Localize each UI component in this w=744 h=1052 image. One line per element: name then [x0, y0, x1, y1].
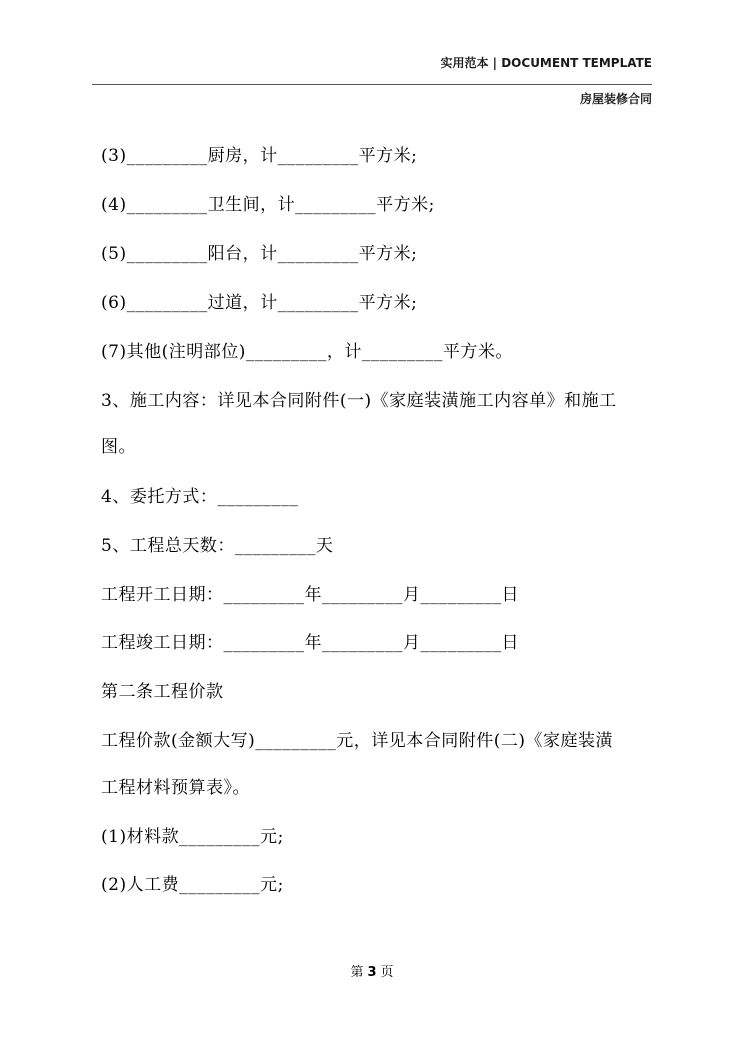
- page-number-suffix: 页: [380, 965, 394, 980]
- paragraph-line: (4)_________卫生间，计_________平方米;: [101, 195, 435, 215]
- paragraph-line: 工程材料预算表》。: [101, 778, 250, 798]
- paragraph-line: 4、委托方式：_________: [101, 487, 299, 507]
- paragraph-line: (3)_________厨房，计_________平方米;: [101, 146, 418, 166]
- paragraph-line: 3、施工内容：详见本合同附件(一)《家庭装潢施工内容单》和施工: [101, 391, 617, 411]
- header-divider: [92, 84, 652, 85]
- paragraph-line: (1)材料款_________元;: [101, 827, 284, 847]
- page-number-prefix: 第: [350, 965, 364, 980]
- paragraph-line: 工程开工日期：_________年_________月_________日: [101, 585, 519, 605]
- paragraph-line: (6)_________过道，计_________平方米;: [101, 293, 418, 313]
- paragraph-line: (7)其他(注明部位)_________，计_________平方米。: [101, 342, 513, 362]
- page-number-value: 3: [367, 965, 377, 980]
- paragraph-line: 工程价款(金额大写)_________元，详见本合同附件(二)《家庭装潢: [101, 731, 614, 751]
- paragraph-line: (2)人工费_________元;: [101, 875, 284, 895]
- paragraph-line: (5)_________阳台，计_________平方米;: [101, 244, 418, 264]
- paragraph-line: 工程竣工日期：_________年_________月_________日: [101, 633, 519, 653]
- header-doc-title: 房屋装修合同: [579, 92, 652, 106]
- page-number: [0, 965, 744, 981]
- paragraph-line: 图。: [101, 437, 136, 457]
- paragraph-line: 5、工程总天数：_________天: [101, 536, 334, 556]
- header-brand: 实用范本 | DOCUMENT TEMPLATE: [440, 56, 652, 70]
- section-heading: 第二条工程价款: [101, 682, 224, 702]
